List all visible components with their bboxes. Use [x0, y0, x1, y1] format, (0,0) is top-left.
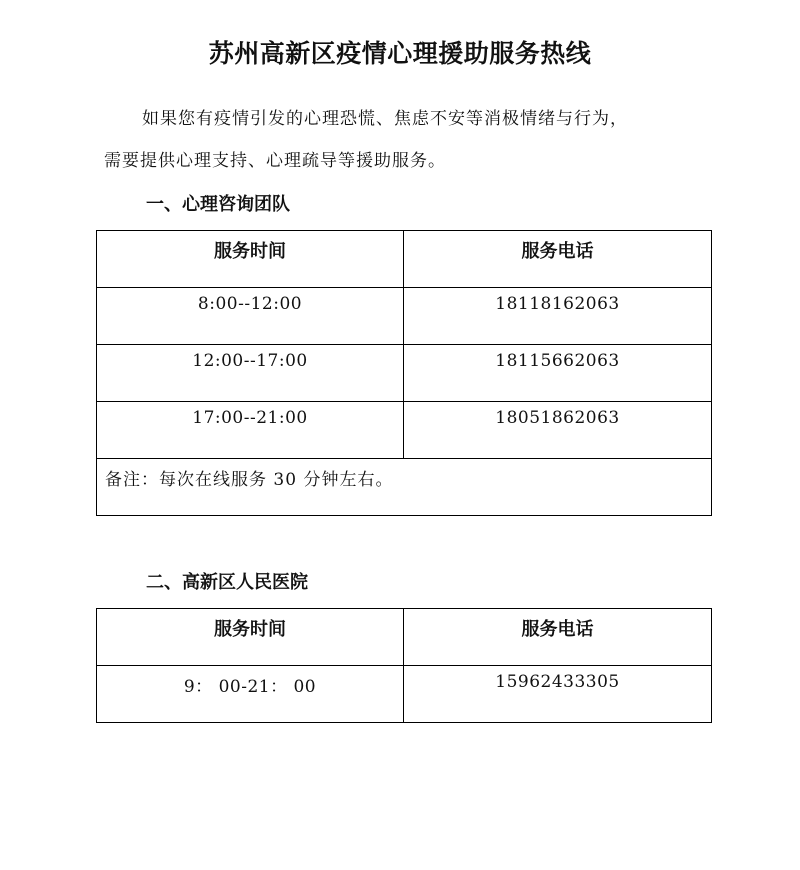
service-time-cell: 8:00--12:00 [97, 288, 404, 345]
note-cell: 备注：每次在线服务 30 分钟左右。 [97, 459, 712, 516]
counseling-table [96, 230, 712, 516]
table-row [97, 288, 712, 345]
page-title: 苏州高新区疫情心理援助服务热线 [208, 39, 592, 68]
intro-line-1: 如果您有疫情引发的心理恐慌、焦虑不安等消极情绪与行为， [142, 109, 628, 129]
table-row [97, 402, 712, 459]
section-heading-hospital: 二、高新区人民医院 [146, 572, 308, 593]
service-time-cell: 9： 00-21： 00 [97, 666, 404, 723]
intro-line-2: 需要提供心理支持、心理疏导等援助服务。 [104, 151, 446, 171]
section-heading-counseling: 一、心理咨询团队 [146, 194, 290, 215]
service-time-cell: 17:00--21:00 [97, 402, 404, 459]
table-row [97, 666, 712, 723]
intro-paragraph [104, 98, 724, 182]
service-phone-cell: 18115662063 [404, 345, 712, 402]
header-service-time: 服务时间 [97, 609, 404, 666]
header-service-phone: 服务电话 [404, 231, 712, 288]
hospital-table [96, 608, 712, 723]
service-phone-cell: 18118162063 [404, 288, 712, 345]
table-header-row [97, 231, 712, 288]
service-time-cell: 12:00--17:00 [97, 345, 404, 402]
note-row [97, 459, 712, 516]
header-service-phone: 服务电话 [404, 609, 712, 666]
table-row [97, 345, 712, 402]
table-header-row [97, 609, 712, 666]
service-phone-cell: 15962433305 [404, 666, 712, 723]
header-service-time: 服务时间 [97, 231, 404, 288]
service-phone-cell: 18051862063 [404, 402, 712, 459]
